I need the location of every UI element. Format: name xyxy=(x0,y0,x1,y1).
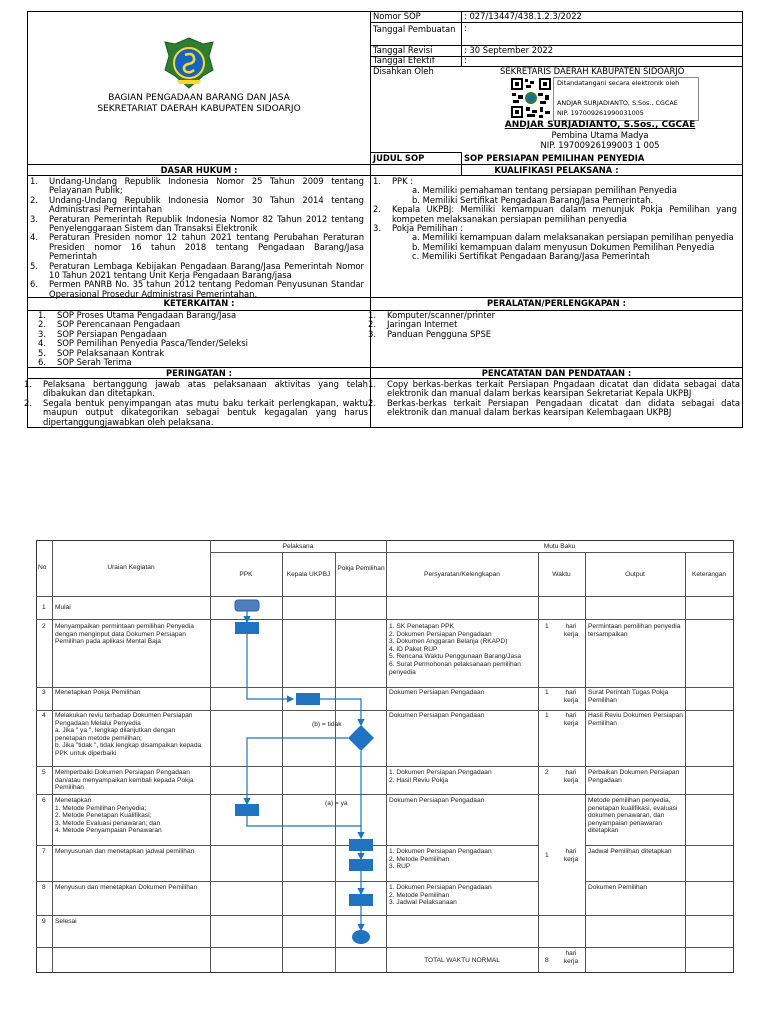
header-kepala: Kepala UKPBJ xyxy=(286,571,331,578)
row-uraian: Memperbaiki Dokumen Persiapan Pengadaan dan/atau menyampaikan kembali kepada Pokja Pemilihan xyxy=(55,769,194,792)
esign-name: ANDJAR SURJADIANTO, S.Sos., CGCAE xyxy=(557,99,678,107)
row-output: Jadwal Pemilihan ditetapkan xyxy=(588,848,672,855)
flow-step-6 xyxy=(349,839,373,851)
flow-step-8 xyxy=(349,894,373,906)
row-uraian: Melakukan reviu terhadap Dokumen Persiapan Pengadaan Melalui Penyedia a. Jika " ya ", lengkap dilanjutkan dengan penetapan metode pemilihan; b. Jika "tidak ", tidak lengkap disampaikan kepada PPK untuk diperbaiki xyxy=(55,712,202,757)
row-satuan: hari kerja xyxy=(563,689,579,704)
row-no: 2 xyxy=(42,623,46,630)
row-syarat: 1. Dokumen Persiapan Pengadaan 2. Hasil Reviu Pokja xyxy=(389,769,492,784)
header-mutu-baku: Mutu Baku xyxy=(543,543,576,550)
header-keterangan: Keterangan xyxy=(691,571,727,578)
dasar-hukum-item: 4. Peraturan Presiden nomor 12 tahun 2021 tentang Perubahan Peraturan Presiden nomor 16 tahun 2018 tentang Pengadaan Barang/Jasa Pemerintah xyxy=(28,233,364,261)
row-waktu: 2 xyxy=(545,769,549,776)
pencatatan-item: 2. Berkas-berkas terkait Persiapan Pengadaan dicatat dan didata sebagai data elektronik dan manual dalam berkas kearsipan Kelembagaan UKPBJ xyxy=(366,399,740,418)
pencatatan-item: 1. Copy berkas-berkas terkait Persiapan Pngadaan dicatat dan didata sebagai data elektronik dan manual dalam berkas kearsipan Sekretariat Kepala UKPBJ xyxy=(366,380,740,399)
row-uraian: Menetapkan 1. Metode Pemilihan Penyedia; 2. Metode Penetapan Kualifikasi; 3. Metode Evaluasi penawaran; dan 4. Metode Penyampaian Penawaran xyxy=(55,797,162,835)
header-no: No xyxy=(38,564,47,571)
signer-nip: NIP. 19700926199003 1 005 xyxy=(540,140,660,150)
total-label: TOTAL WAKTU NORMAL xyxy=(424,957,500,964)
kualifikasi-pokja: 3. Pokja Pemilihan : xyxy=(392,223,464,234)
dasar-hukum-item: 6. Permen PANRB No. 35 tahun 2012 tentang Pedoman Penyusunan Standar Operasional Prosedur Administrasi Pemerintahan. xyxy=(28,280,364,299)
row-no: 4 xyxy=(42,712,46,719)
header-uraian: Uraian Kegiatan xyxy=(107,564,155,571)
row-output: Surat Perintah Tugas Pokja Pemilihan xyxy=(588,689,669,704)
meta-label-nomor: Nomor SOP xyxy=(373,11,421,21)
peringatan-title: PERINGATAN : xyxy=(166,368,232,378)
qr-code xyxy=(510,77,552,119)
signer-rank: Pembina Utama Madya xyxy=(551,130,649,140)
judul-label: JUDUL SOP xyxy=(373,153,425,163)
kualifikasi-pokja-c: c. Memiliki Sertifikat Pengadaan Barang/Jasa Pemerintah xyxy=(412,251,650,262)
kualifikasi-title: KUALIFIKASI PELAKSANA : xyxy=(494,165,619,175)
row-no: 3 xyxy=(42,689,46,696)
header-waktu: Waktu xyxy=(552,571,571,578)
row-uraian: Mulai xyxy=(55,604,71,611)
kualifikasi-list xyxy=(371,177,737,262)
row-syarat: 1. Dokumen Persiapan Pengadaan 2. Metode Pemilihan 3. Jadwal Pelaksanaan xyxy=(389,884,492,907)
kualifikasi-ppk-a: a. Memiliki pemahaman tentang persiapan pemilihan Penyedia xyxy=(412,185,677,196)
esign-note: Ditandatangani secara elektronik oleh xyxy=(557,79,680,87)
meta-value-pembuatan: : xyxy=(464,23,467,33)
meta-value-nomor: : 027/13447/438.1.2.3/2022 xyxy=(464,11,582,21)
sop-document xyxy=(0,0,768,440)
row-uraian: Menyusunan dan menetapkan jadwal pemilihan xyxy=(55,848,195,855)
kualifikasi-ppk: 1. PPK : xyxy=(392,176,414,186)
merged-satuan: hari kerja xyxy=(563,848,579,863)
row-syarat: Dokumen Persiapan Pengadaan xyxy=(389,689,485,696)
kualifikasi-pokja-b: b. Memiliki kemampuan dalam menyusun Dokumen Pemilihan Penyedia xyxy=(412,241,715,252)
keterkaitan-item: 6. SOP Serah Terima xyxy=(36,358,366,367)
row-no: 9 xyxy=(42,918,46,925)
disahkan-label: Disahkan Oleh xyxy=(373,66,434,76)
flow-decision-4 xyxy=(348,725,374,751)
meta-label-efektif: Tanggal Efektif xyxy=(373,55,435,65)
flow-end-terminator xyxy=(352,930,370,944)
row-output: Metode pemilihan penyedia, penetapan kualifikasi, evaluasi dokumen penawaran, dan penyampaian penawaran ditetapkan xyxy=(588,797,678,835)
header-pokja: Pokja Pemilihan xyxy=(337,565,385,572)
signer-name: ANDJAR SURJADIANTO, S.Sos., CGCAE xyxy=(504,120,696,130)
row-no: 6 xyxy=(42,797,46,804)
dasar-hukum-list xyxy=(28,177,364,299)
meta-value-efektif: : xyxy=(464,55,467,65)
flow-step-3 xyxy=(296,693,320,705)
pencatatan-list xyxy=(366,380,740,418)
kualifikasi-item: 2. Kepala UKPBJ: Memiliki kemampuan dalam menunjuk Pokja Pemilihan yang kompeten melaksanakan persiapan pemilihan penyedia xyxy=(371,205,737,224)
row-uraian: Menyampaikan permintaan pemilihan Penyedia dengan menginput data Dokumen Persiapan Pemilihan pada aplikasi Mental Baja xyxy=(55,623,194,646)
row-waktu: 1 xyxy=(545,712,549,719)
meta-label-revisi: Tanggal Revisi xyxy=(373,45,433,55)
pencatatan-title: PENCATATAN DAN PENDATAAN : xyxy=(481,368,632,378)
org-name-line2: SEKRETARIAT DAERAH KABUPATEN SIDOARJO xyxy=(97,104,301,114)
disahkan-title: SEKRETARIS DAERAH KABUPATEN SIDOARJO xyxy=(500,66,685,76)
flowchart-table xyxy=(0,530,768,980)
row-uraian: Selesai xyxy=(55,918,77,925)
dasar-hukum-item: 3. Peraturan Pemerintah Republik Indonesia Nomor 82 Tahun 2012 tentang Penyelenggaraan Sistem dan Transaksi Elektronik xyxy=(28,215,364,234)
label-tidak: (b) = tidak xyxy=(312,721,342,728)
row-satuan: hari kerja xyxy=(563,769,579,784)
row-no: 8 xyxy=(42,884,46,891)
dasar-hukum-title: DASAR HUKUM : xyxy=(160,165,238,175)
sidoarjo-logo xyxy=(163,36,215,90)
peringatan-list xyxy=(22,380,368,427)
meta-label-pembuatan: Tanggal Pembuatan xyxy=(373,24,456,34)
keterkaitan-title: KETERKAITAN : xyxy=(163,298,235,308)
keterkaitan-item: 2. SOP Perencanaan Pengadaan xyxy=(36,320,366,329)
row-satuan: hari kerja xyxy=(563,623,579,638)
kualifikasi-ppk-b: b. Memiliki Sertifikat Pengadaan Barang/Jasa Pemerintah. xyxy=(412,194,654,205)
flow-diagram xyxy=(0,530,768,980)
row-output: Dokumen Pemilihan xyxy=(588,884,648,891)
keterkaitan-list xyxy=(36,311,366,367)
row-syarat: 1. Dokumen Persiapan Pengadaan 2. Metode Pemilihan 3. RUP xyxy=(389,848,492,871)
flow-step-5 xyxy=(235,804,259,816)
peralatan-title: PERALATAN/PERLENGKAPAN : xyxy=(487,298,626,308)
peralatan-list xyxy=(366,311,736,339)
header-output: Output xyxy=(625,571,645,578)
peralatan-item: 1. Komputer/scanner/printer xyxy=(366,311,736,320)
peralatan-item: 2. Jaringan Internet xyxy=(366,320,736,329)
row-syarat: Dokumen Persiapan Pengadaan xyxy=(389,712,485,719)
total-satuan: hari kerja xyxy=(563,950,579,965)
row-waktu: 1 xyxy=(545,689,549,696)
row-no: 5 xyxy=(42,769,46,776)
row-waktu: 1 xyxy=(545,623,549,630)
kualifikasi-pokja-a: a. Memiliki kemampuan dalam melaksanakan persiapan pemilihan penyedia xyxy=(412,232,734,243)
row-no: 7 xyxy=(42,848,46,855)
dasar-hukum-item: 1. Undang-Undang Republik Indonesia Nomor 25 Tahun 2009 tentang Pelayanan Publik; xyxy=(28,177,364,196)
row-uraian: Menyusun dan menetapkan Dokumen Pemilihan xyxy=(55,884,198,891)
dasar-hukum-item: 5. Peraturan Lembaga Kebijakan Pengadaan Barang/Jasa Pemerintah Nomor 10 Tahun 2021 tentang Unit Kerja Pengadaan Barang/jasa xyxy=(28,262,364,281)
keterkaitan-item: 5. SOP Pelaksanaan Kontrak xyxy=(36,349,366,358)
flow-step-7 xyxy=(349,859,373,871)
row-output: Permintaan pemilihan penyedia tersampaikan xyxy=(588,623,681,638)
kualifikasi-item xyxy=(371,177,737,205)
merged-waktu: 1 xyxy=(545,852,549,859)
flow-start-terminator xyxy=(235,600,259,611)
flow-step-2 xyxy=(235,622,259,634)
header-pelaksana: Pelaksana xyxy=(282,543,314,550)
row-syarat: Dokumen Persiapan Pengadaan xyxy=(389,797,485,804)
keterkaitan-item: 3. SOP Persiapan Pengadaan xyxy=(36,330,366,339)
header-persyaratan: Persyaratan/Kelengkapan xyxy=(424,571,500,578)
header-ppk: PPK xyxy=(239,571,253,578)
meta-value-revisi: : 30 September 2022 xyxy=(464,45,554,55)
label-ya: (a) = ya xyxy=(325,800,348,807)
kualifikasi-item xyxy=(371,224,737,262)
total-value: 8 xyxy=(545,957,549,964)
row-output: Perbaikan Dokumen Persiapan Pengadaan xyxy=(588,769,680,784)
peringatan-item: 1. Pelaksana bertanggung jawab atas pelaksanaan aktivitas yang telah dibakukan dan ditetapkan. xyxy=(22,380,368,399)
peringatan-item: 2. Segala bentuk penyimpangan atas mutu baku terkait perlengkapan, waktu maupun output dikategorikan sebagai bentuk kegagalan yang harus dipertanggungjawabkan oleh pelaksana. xyxy=(22,399,368,427)
org-name-line1: BAGIAN PENGADAAN BARANG DAN JASA xyxy=(108,93,290,103)
judul-value: SOP PERSIAPAN PEMILIHAN PENYEDIA xyxy=(464,153,645,163)
keterkaitan-item: 1. SOP Proses Utama Pengadaan Barang/Jasa xyxy=(36,311,366,320)
dasar-hukum-item: 2. Undang-Undang Republik Indonesia Nomor 30 Tahun 2014 tentang Administrasi Pemerintahan xyxy=(28,196,364,215)
keterkaitan-item: 4. SOP Pemilihan Penyedia Pasca/Tender/Seleksi xyxy=(36,339,366,348)
peralatan-item: 3. Panduan Pengguna SPSE xyxy=(366,330,736,339)
row-output: Hasil Reviu Dokumen Persiapan Pemilihan xyxy=(588,712,683,727)
row-uraian: Menetapkan Pokja Pemilihan xyxy=(55,689,141,696)
row-syarat: 1. SK Penetapan PPK 2. Dokumen Persiapan Pengadaan 3. Dokumen Anggaran Belanja (RKAPD) 4. ID Paket RUP 5. Rencana Waktu Penggunaan Barang/Jasa 6. Surat Permohonan pelaksanaan pemilihan penyedia xyxy=(389,623,522,676)
row-satuan: hari kerja xyxy=(563,712,579,727)
esign-nip: NIP. 197009261990031005 xyxy=(557,109,644,117)
row-no: 1 xyxy=(42,604,46,611)
